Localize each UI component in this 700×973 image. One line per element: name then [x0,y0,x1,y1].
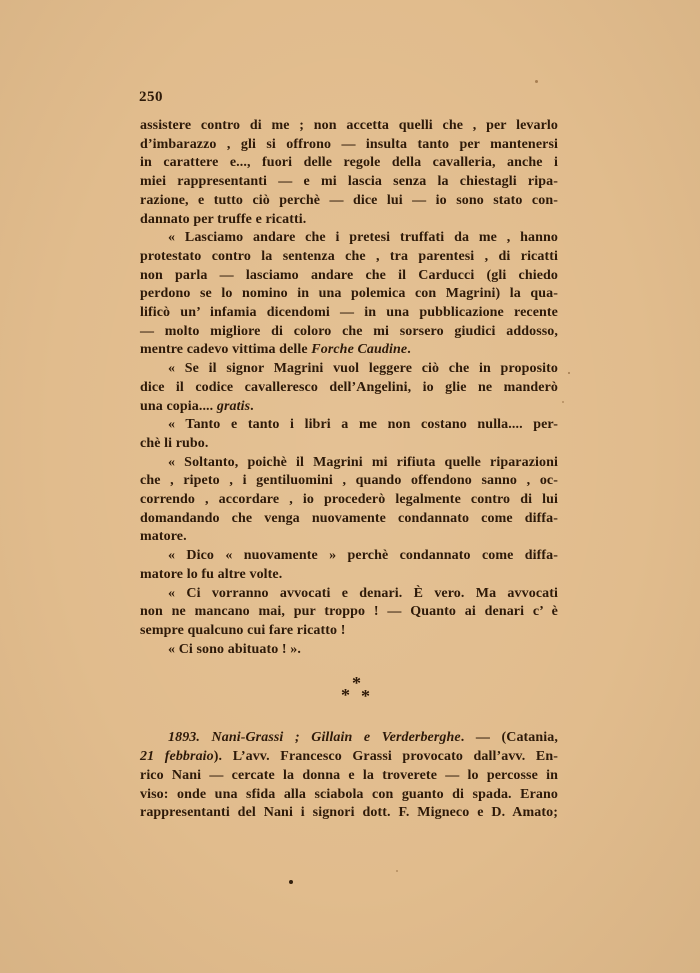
text-line [140,641,558,660]
text-run: — molto migliore di coloro che mi sorsero giudici addosso, [140,323,558,339]
paragraph [140,416,558,453]
entry-paragraphs [140,729,558,823]
italic-text-run: gratis [216,398,251,414]
text-run: viso: onde una sfida alla sciabola con guanto di spada. Erano [140,786,558,802]
text-line [140,491,558,510]
paragraph [140,360,558,416]
paragraph [140,229,558,360]
text-line [140,285,558,304]
asterisk-right-icon: * [361,686,370,707]
asterism-separator [140,673,558,707]
text-line [140,360,558,379]
text-run: matore lo fu altre volte. [140,566,283,582]
text-line [140,603,558,622]
ink-speck [562,401,564,403]
text-run: miei rappresentanti — e mi lascia senza la chiestagli ripa- [140,174,558,190]
text-line [140,786,558,805]
text-block [140,117,558,823]
text-run: . [250,398,254,414]
italic-text-run: 1893. Nani-Grassi ; Gillain e Verderberghe [168,730,461,746]
text-run: . [407,342,411,358]
text-line [140,454,558,473]
text-line [140,173,558,192]
text-run: non ne mancano mai, pur troppo ! — Quanto ai denari c’ è [140,604,558,620]
text-line [140,323,558,342]
text-line [140,510,558,529]
paragraph [140,454,558,548]
text-run: . — (Catania, [460,730,558,746]
text-run: sempre qualcuno cui fare ricatto ! [140,622,346,638]
text-run: in carattere e..., fuori delle regole della cavalleria, anche i [140,155,558,171]
paragraph [140,547,558,584]
text-run: correndo , accordare , io procederò legalmente contro di lui [140,492,558,508]
text-line [140,304,558,323]
text-run: « Lasciamo andare che i pretesi truffati da me , hanno [168,230,558,246]
text-line [140,398,558,417]
text-run: assistere contro di me ; non accetta quelli che , per levarlo [140,118,558,133]
text-run: dannato per truffe e ricatti. [140,211,307,227]
text-run: « Ci sono abituato ! ». [168,641,301,657]
italic-text-run: Forche Caudine [311,342,408,358]
text-line [140,192,558,211]
text-run: « Se il signor Magrini vuol leggere ciò che in proposito [168,361,558,377]
text-line [140,804,558,823]
text-run: razione, e tutto ciò perchè — dice lui — io sono stato con- [140,192,558,208]
text-line [140,729,558,748]
text-run: una copia.... [140,398,217,414]
text-run: matore. [140,529,187,545]
text-run: lificò un’ infamia dicendomi — in una pubblicazione recente [140,305,558,321]
text-run: « Ci vorranno avvocati e denari. È vero. Ma avvocati [168,585,558,601]
text-line [140,341,558,360]
text-line [140,267,558,286]
ink-speck [568,372,570,374]
text-line [140,117,558,136]
text-run: chè li rubo. [140,435,209,451]
paragraph [140,729,558,823]
text-line [140,528,558,547]
ink-speck [289,880,293,884]
text-line [140,229,558,248]
text-run: d’imbarazzo , gli si offrono — insulta tanto per mantenersi [140,136,558,152]
paragraph [140,585,558,641]
asterisk-top-icon: * [352,673,361,694]
italic-text-run: 21 febbraio [140,749,214,765]
text-line [140,248,558,267]
body-paragraphs [140,117,558,659]
text-line [140,435,558,454]
text-run: domandando che venga nuovamente condannato come diffa- [140,510,558,526]
text-run: ). L’avv. Francesco Grassi provocato dall’avv. En- [213,749,558,765]
text-line [140,416,558,435]
ink-speck [396,870,398,872]
text-line [140,379,558,398]
text-run: che , ripeto , i gentiluomini , quando offendono sanno , oc- [140,473,558,489]
text-line [140,154,558,173]
page-number: 250 [139,89,163,105]
asterisk-left-icon: * [341,685,350,706]
paragraph [140,117,558,229]
text-line [140,566,558,585]
text-line [140,748,558,767]
text-run: rico Nani — cercate la donna e la troverete — lo percosse in [140,767,558,783]
text-line [140,585,558,604]
text-run: protestato contro la sentenza che , tra parentesi , di ricatti [140,248,558,264]
text-run: « Tanto e tanto i libri a me non costano nulla.... per- [168,417,558,433]
text-line [140,136,558,155]
paragraph [140,641,558,660]
text-line [140,472,558,491]
text-run: « Dico « nuovamente » perchè condannato come diffa- [168,548,558,564]
ink-speck [535,80,538,83]
text-line [140,767,558,786]
text-run: non parla — lasciamo andare che il Carducci (gli chiedo [140,267,558,283]
text-run: rappresentanti del Nani i signori dott. F. Migneco e D. Amato; [140,805,558,821]
text-run: mentre cadevo vittima delle [140,342,312,358]
text-line [140,547,558,566]
text-run: perdono se lo nomino in una polemica con Magrini) la qua- [140,286,558,302]
text-line [140,211,558,230]
text-run: « Soltanto, poichè il Magrini mi rifiuta quelle riparazioni [168,454,558,470]
text-run: dice il codice cavalleresco dell’Angelini, io glie ne manderò [140,379,558,395]
text-line [140,622,558,641]
